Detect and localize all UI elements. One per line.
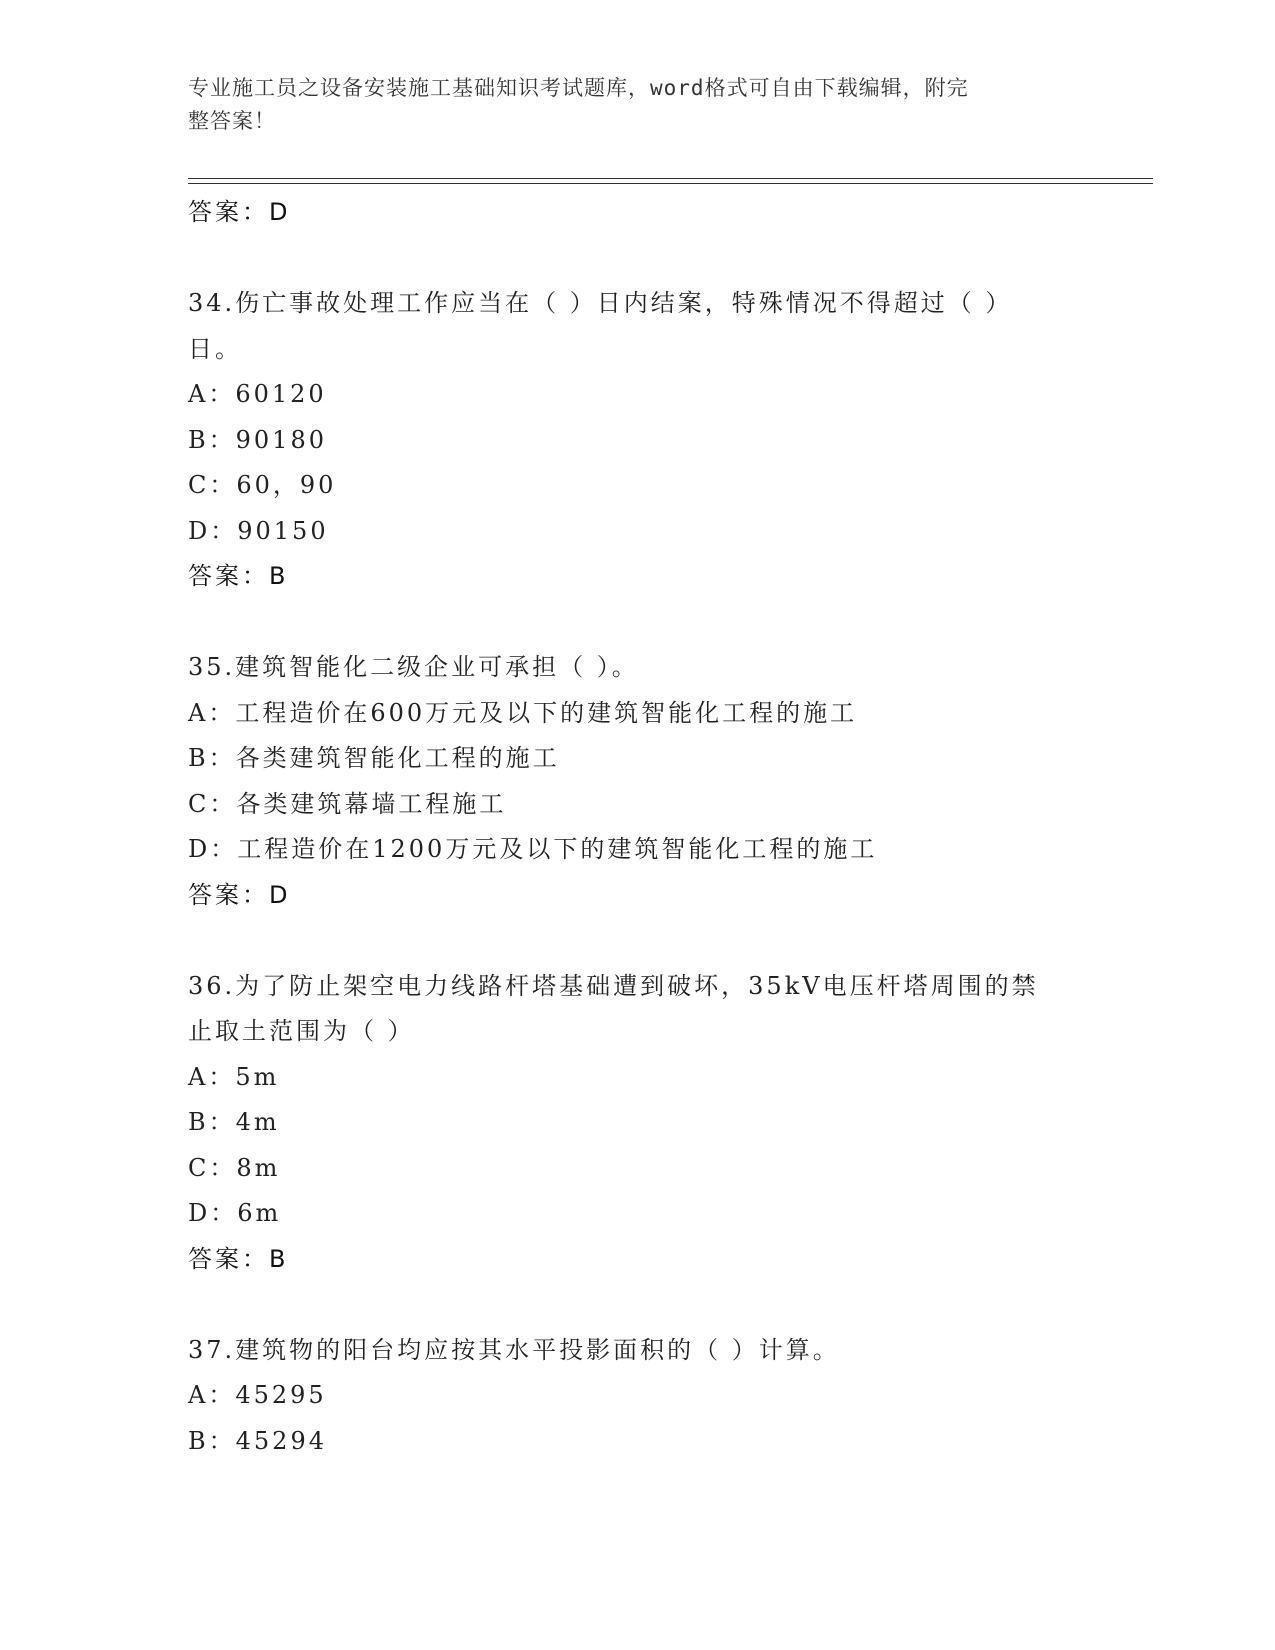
question-stem: 日。 xyxy=(188,334,242,363)
option-b: B：4m xyxy=(188,1108,280,1136)
option-c: C：各类建筑幕墙工程施工 xyxy=(188,789,507,818)
header-rule-bottom xyxy=(188,183,1153,184)
option-c: C：8m xyxy=(188,1153,281,1182)
option-b: B：45294 xyxy=(188,1426,327,1455)
question-stem: 37.建筑物的阳台均应按其水平投影面积的（ ）计算。 xyxy=(188,1335,840,1364)
question-list xyxy=(188,190,1088,1464)
answer-line: 答案：B xyxy=(188,1244,289,1273)
question-stem: 止取土范围为（ ） xyxy=(188,1017,415,1045)
answer-line: 答案：D xyxy=(188,198,291,226)
question-stem: 35.建筑智能化二级企业可承担（ ）。 xyxy=(188,653,639,681)
question-37 xyxy=(188,1328,1088,1465)
option-a: A：60120 xyxy=(188,380,327,408)
option-b: B：90180 xyxy=(188,425,327,454)
option-d: D：90150 xyxy=(188,516,329,545)
header-line-2: 整答案！ xyxy=(188,109,276,133)
option-a: A：45295 xyxy=(188,1381,327,1409)
option-a: A：5m xyxy=(188,1062,280,1091)
option-d: D：工程造价在1200万元及以下的建筑智能化工程的施工 xyxy=(188,835,878,863)
option-b: B：各类建筑智能化工程的施工 xyxy=(188,744,560,772)
document-header xyxy=(188,72,1068,138)
header-line-1: 专业施工员之设备安装施工基础知识考试题库，word格式可自由下载编辑，附完 xyxy=(188,76,969,100)
header-rule-top xyxy=(188,178,1153,179)
question-34 xyxy=(188,281,1088,600)
answer-line: 答案：D xyxy=(188,880,291,909)
option-a: A：工程造价在600万元及以下的建筑智能化工程的施工 xyxy=(188,698,858,727)
option-c: C：60，90 xyxy=(188,471,337,499)
question-36 xyxy=(188,964,1088,1283)
question-stem: 34.伤亡事故处理工作应当在（ ）日内结案，特殊情况不得超过（ ） xyxy=(188,289,1013,317)
question-stem: 36.为了防止架空电力线路杆塔基础遭到破坏，35kV电压杆塔周围的禁 xyxy=(188,971,1039,1000)
question-35 xyxy=(188,645,1088,918)
option-d: D：6m xyxy=(188,1199,282,1227)
answer-line: 答案：B xyxy=(188,562,289,590)
